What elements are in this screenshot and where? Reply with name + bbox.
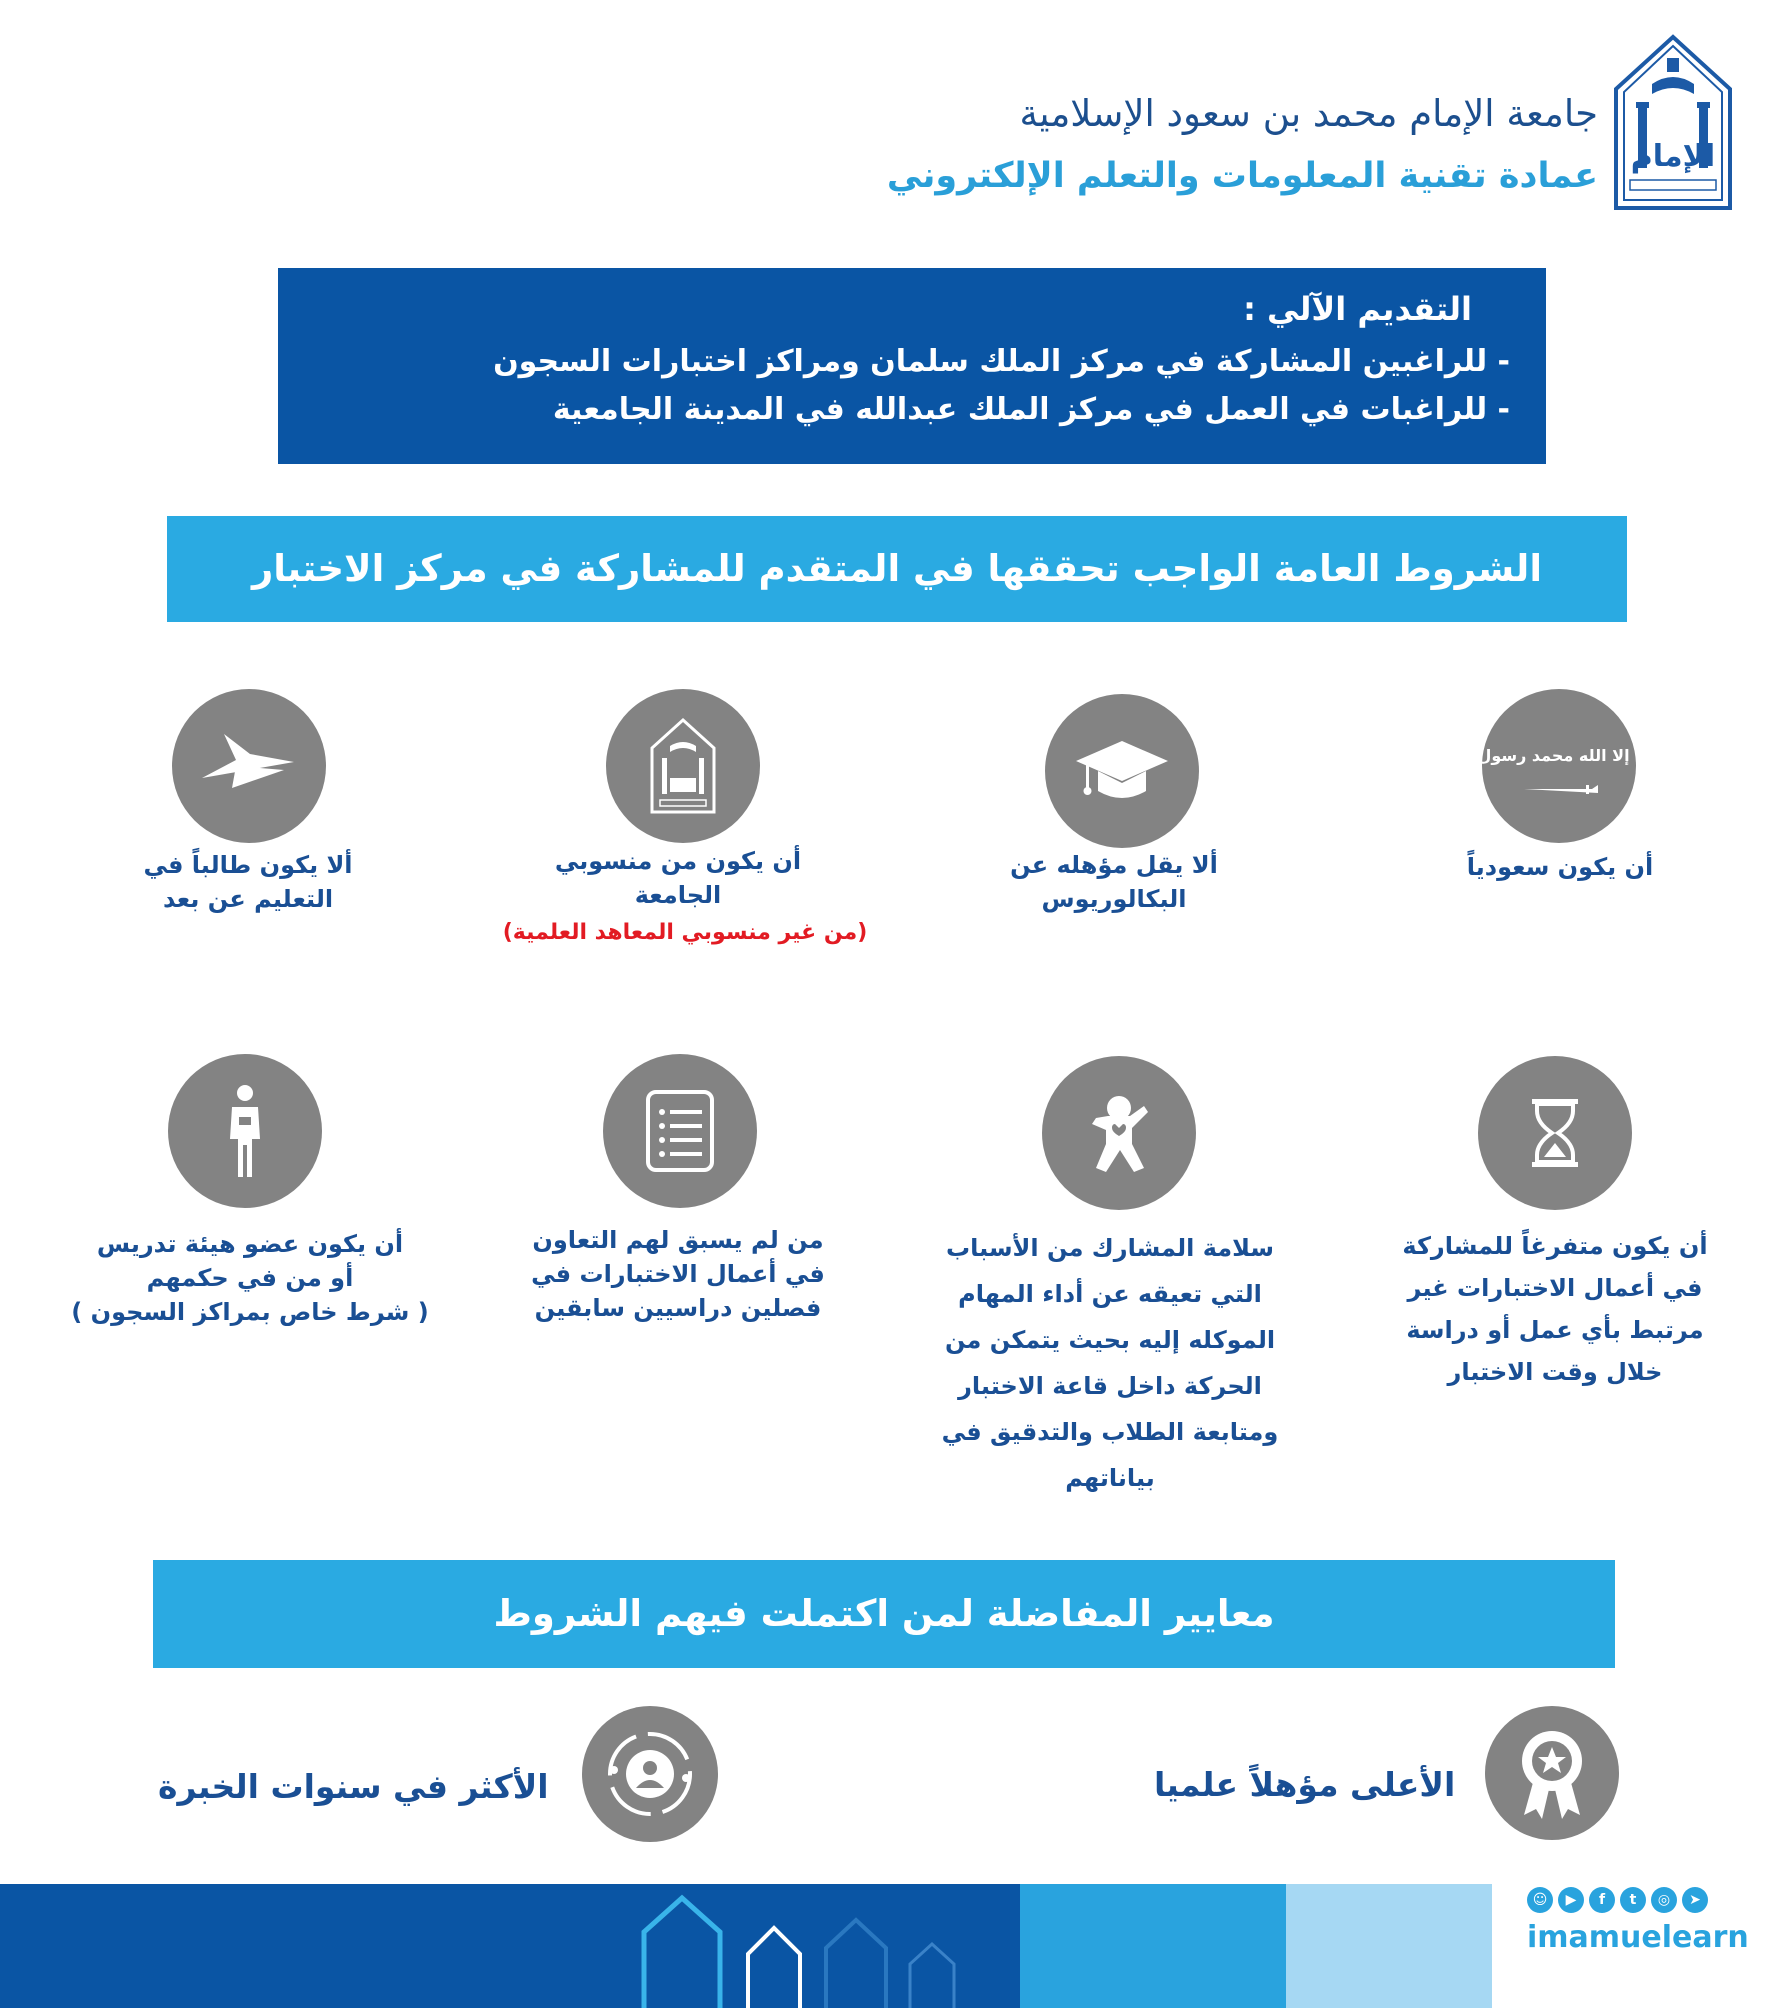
intro-box	[278, 268, 1546, 464]
social-handle[interactable]: imamuelearn	[1527, 1920, 1749, 1955]
faculty-member-icon	[168, 1054, 322, 1208]
university-logo-icon	[606, 689, 760, 843]
condition-bachelor: ألا يقل مؤهله عن البكالوريوس	[1010, 851, 1218, 913]
deanship-name: عمادة تقنية المعلومات والتعلم الإلكتروني	[886, 156, 1598, 196]
condition-no-prior-line: فصلين دراسيين سابقين	[534, 1294, 822, 1322]
condition-faculty-line: أن يكون عضو هيئة تدريس	[96, 1230, 404, 1258]
condition-no-prior-line: في أعمال الاختبارات في	[531, 1260, 825, 1288]
award-ribbon-icon	[1485, 1706, 1619, 1840]
university-name: جامعة الإمام محمد بن سعود الإسلامية	[1019, 92, 1598, 135]
hourglass-icon	[1478, 1056, 1632, 1210]
condition-faculty-line: ( شرط خاص بمراكز السجون )	[71, 1298, 429, 1326]
university-logo	[1612, 34, 1734, 212]
logo-text: الإمام	[1630, 139, 1716, 174]
condition-no-prior-cooperation	[488, 1223, 868, 1325]
condition-not-distance-student: ألا يكون طالباً في التعليم عن بعد	[143, 851, 353, 913]
social-icons	[1527, 1887, 1708, 1913]
condition-health	[910, 1225, 1310, 1501]
twitter-icon[interactable]: t	[1620, 1887, 1646, 1913]
instagram-icon[interactable]: ◎	[1651, 1887, 1677, 1913]
intro-heading: التقديم الآلي :	[1243, 290, 1472, 328]
condition-note: (من غير منسوبي المعاهد العلمية)	[502, 920, 868, 945]
condition-faculty-line: أو من في حكمهم	[146, 1264, 354, 1292]
facebook-icon[interactable]: f	[1589, 1887, 1615, 1913]
snapchat-icon[interactable]: ☺	[1527, 1887, 1553, 1913]
condition-no-prior-line: من لم يسبق لهم التعاون	[532, 1226, 824, 1254]
preference-experience: الأكثر في سنوات الخبرة	[158, 1767, 549, 1806]
preference-banner: معايير المفاضلة لمن اكتملت فيهم الشروط	[153, 1560, 1615, 1668]
condition-full-time-line: أن يكون متفرغاً للمشاركة	[1402, 1232, 1708, 1260]
condition-saudi: أن يكون سعودياً	[1466, 853, 1654, 881]
flag-text: لا إله إلا الله محمد رسول الله	[1444, 746, 1674, 765]
footer-band-mid	[1020, 1884, 1286, 2008]
experience-icon	[582, 1706, 718, 1842]
condition-full-time-line: في أعمال الاختبارات غير	[1407, 1274, 1703, 1302]
condition-full-time	[1380, 1225, 1730, 1393]
youtube-icon[interactable]: ▶	[1558, 1887, 1584, 1913]
saudi-flag-icon	[1444, 689, 1674, 843]
condition-health-line: سلامة المشارك من الأسباب	[946, 1234, 1274, 1262]
condition-full-time-line: مرتبط بأي عمل أو دراسة	[1406, 1316, 1704, 1344]
footer-band-light	[1286, 1884, 1492, 2008]
preference-qualification: الأعلى مؤهلاً علميا	[1154, 1765, 1456, 1804]
condition-health-line: ومتابعة الطلاب والتدقيق في	[941, 1418, 1279, 1446]
intro-line-1: - للراغبين المشاركة في مركز الملك سلمان ومراكز اختبارات السجون	[493, 344, 1510, 379]
footer-band	[0, 1884, 1020, 2008]
conditions-banner: الشروط العامة الواجب تحققها في المتقدم للمشاركة في مركز الاختبار	[167, 516, 1627, 622]
condition-faculty-member	[40, 1227, 460, 1329]
healthy-person-icon	[1042, 1056, 1196, 1210]
telegram-icon[interactable]: ➤	[1682, 1887, 1708, 1913]
condition-full-time-line: خلال وقت الاختبار	[1447, 1358, 1663, 1386]
condition-university-staff: أن يكون من منسوبي الجامعة	[554, 847, 802, 909]
distance-learning-icon	[172, 689, 326, 843]
condition-health-line: الموكله إليه بحيث يتمكن من	[944, 1326, 1276, 1354]
condition-health-line: الحركة داخل قاعة الاختبار	[958, 1372, 1262, 1400]
graduation-cap-icon	[1045, 694, 1199, 848]
intro-line-2: - للراغبات في العمل في مركز الملك عبدالله في المدينة الجامعية	[552, 392, 1510, 427]
condition-health-line: بياناتهم	[1065, 1464, 1155, 1492]
condition-health-line: التي تعيقه عن أداء المهام	[958, 1280, 1262, 1308]
checklist-icon	[603, 1054, 757, 1208]
